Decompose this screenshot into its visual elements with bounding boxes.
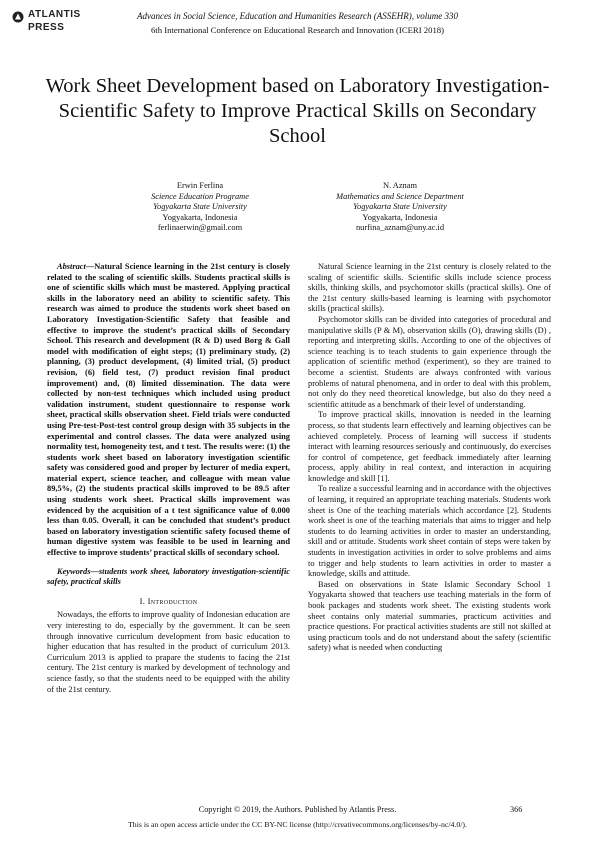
copyright-footer: Copyright © 2019, the Authors. Published by Atlantis Press. — [198, 805, 397, 814]
body-paragraph: To realize a successful learning and in accordance with the objectives of learning, it required an appropriate teaching materials. Students work sheet is One of the teaching materials which accordance [2]. Students work sheet is one of the teaching materials that aims to trigger and help students to do learning activities in order to master an understanding, skill and or attitude. Students work sheet contain of steps were taken by students in investigation activities in order to solve problems and aims to trigger and help students to learn activities in order to master a knowledge, skills and attitude. — [308, 484, 551, 579]
author-block-1 — [100, 181, 300, 234]
series-header: Advances in Social Science, Education and Humanities Research (ASSEHR), volume 330 — [136, 11, 459, 21]
paper-title: Work Sheet Development based on Laboratory Investigation-Scientific Safety to Improve Practical Skills on Secondary School — [45, 75, 550, 147]
intro-paragraph: Nowadays, the efforts to improve quality of Indonesian education are very interesting to do, especially by the government. It can be seen through innovative curriculum development from basic education to higher education that has resulted in the product of curriculum 2013. Curriculum 2013 is applied to prapare the students to facing the 21st century. The 21st century is marked by development of technology and science fastly, so that the students need to be equipped with the ability of the 21st century. — [47, 610, 290, 694]
author-univ: Yogyakarta State University — [153, 202, 247, 212]
page-number: 366 — [510, 805, 523, 814]
body-paragraph: To improve practical skills, innovation is needed in the learning process, so that students learn effectively and learning objectives can be achieved completely. Process of learning will success if students interact with learning resources seriously and continuously, do exercises for control of competence, get feedback immediately after learning process, apply ability in real context, and interaction in acquiring knowledge and skill [1]. — [308, 410, 551, 483]
body-paragraph: Natural Science learning in the 21st century is closely related to the scaling of scientific skills. Scientific skills include science process skills, thinking skills, and psychomotor skills (practical skills). One of the 21st century skills-based learning is learning with psychomotor skills (practical skills). — [308, 262, 551, 314]
author-email: ferlinaerwin@gmail.com — [157, 223, 243, 233]
section-title: Introduction — [147, 595, 198, 606]
body-paragraph: Psychomotor skills can be divided into categories of procedural and manipulative skills (P & M), observation skills (O), drawing skills (D) , reporting and interpreting skills. According to one of the objectives of science teaching is to teach students to gain experience through the application of scientific method (experiment), so they are trained to become a scientist. Students are always confronted with various problems of natural phenomena, and in order to deal with this problem, not only do they need theoretical knowledge, but also do they need a scientific attitude as a benchmark of their level of understanding. — [308, 314, 551, 409]
license-footer: This is an open access article under the CC BY-NC license (http://creativecommons.org/licenses/by-nc/4.0/). — [128, 820, 467, 829]
author-name: Erwin Ferlina — [176, 181, 224, 190]
author-dept: Science Education Programe — [151, 191, 249, 201]
author-name: N. Aznam — [383, 181, 417, 190]
right-column — [308, 262, 551, 654]
abstract — [47, 262, 290, 559]
author-city: Yogyakarta, Indonesia — [362, 212, 438, 222]
logo-line1: ATLANTIS — [28, 9, 81, 20]
keywords: Keywords—students work sheet, laboratory investigation-scientific safety, practical skills — [47, 566, 290, 587]
author-city: Yogyakarta, Indonesia — [162, 212, 238, 222]
abstract-label: Abstract — [57, 262, 86, 271]
author-dept: Mathematics and Science Department — [336, 191, 464, 201]
abstract-text: —Natural Science learning in the 21st century is closely related to the scaling of scientific skills. Students practical skills is one of scientific skills which must be mastered. Applying practical skills in the laboratory need an ability to scientific safety. This research was aimed to produce the students work sheet based on Laboratory Investigation-Scientific Safety that feasible and effective to improve the student’s practical skills of Secondary School. This research and development (R & D) used Borg & Gall model with modification of eight steps; (1) preliminary study, (2) planning, (3) product development, (4) limited trial, (5) product revision, (6) field test, (7) product revision final product improvement) and, (8) limited dissemination. The data were collected by non-test techniques which included using product validation instrument, student questionnaire to response work sheet, practical skills observation sheet. Field trials were conducted using Pre-test-Post-test control group design with 35 subjects in the experimental and control classes. The data were analyzed using normality test, homogeneity test, and t test. The results were: (1) the students work sheet based on laboratory investigation scientific safety was considered good and proper by lecturer of media expert, material expert, science teacher, and colleague with mean value 89,5%, (2) the students practical skills improved to be 89.5 after using students work sheet. Practical skills improvement was evidenced by the acquisition of a t test significance value of 0.000 less than 0.05. Overall, it can be concluded that student’s product based on laboratory investigation scientific safety focused theme of human digestive system was feasible to be used in learning and effective to improve students’ practical skills of secondary school. — [47, 262, 290, 558]
conference-header: 6th International Conference on Educational Research and Innovation (ICERI 2018) — [150, 25, 445, 35]
body-paragraph: Based on observations in State Islamic Secondary School 1 Yogyakarta showed that teachers use teaching materials in the form of book packages and students work sheet. The existing students work sheet contains only material summaries, practicum activities and practice questions. For practical activities students are still not skilled at using practicum tools and do not understand about the safety (scientific safety) what is needed when conducting — [308, 579, 551, 653]
left-column — [47, 262, 290, 695]
author-univ: Yogyakarta State University — [353, 202, 447, 212]
logo-line2: PRESS — [28, 22, 65, 33]
author-block-2 — [300, 181, 500, 234]
section-heading-introduction — [47, 596, 290, 607]
author-email: nurfina_aznam@uny.ac.id — [355, 223, 445, 233]
section-number: I. — [139, 595, 146, 606]
